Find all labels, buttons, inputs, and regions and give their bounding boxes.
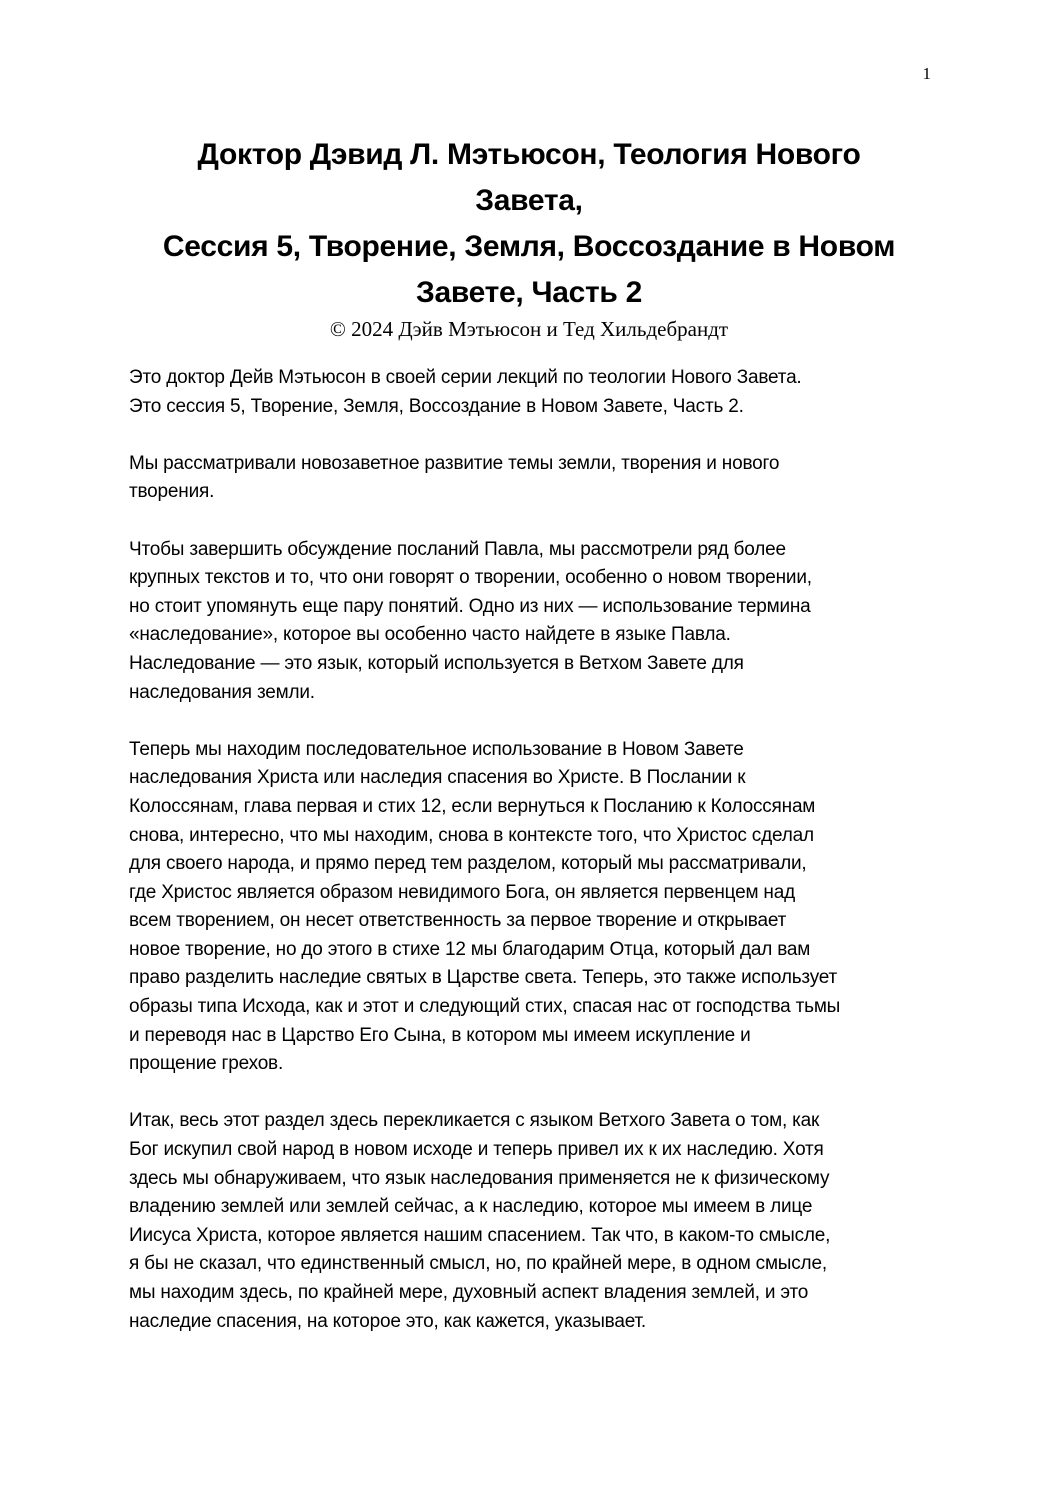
paragraph-line: снова, интересно, что мы находим, снова в контексте того, что Христос сделал [129, 824, 814, 846]
paragraph-line: где Христос является образом невидимого Бога, он является первенцем над [129, 881, 795, 903]
paragraph-line: право разделить наследие святых в Царстве света. Теперь, это также использует [129, 967, 838, 989]
paragraph-4 [129, 736, 939, 1079]
paragraph-line: Итак, весь этот раздел здесь перекликается с языком Ветхого Завета о том, как [129, 1110, 820, 1132]
paragraph-line: Это доктор Дейв Мэтьюсон в своей серии лекций по теологии Нового Завета. [129, 367, 802, 388]
paragraph-line: владению землей или землей сейчас, а к наследию, которое мы имеем в лице [129, 1196, 813, 1218]
title-line-3: Сессия 5, Творение, Земля, Воссоздание в Новом [162, 230, 896, 263]
paragraph-line: творения. [129, 481, 215, 503]
paragraph-2 [129, 450, 939, 507]
paragraph-line: мы находим здесь, по крайней мере, духовный аспект владения землей, и это [129, 1282, 809, 1303]
paragraph-line: Бог искупил свой народ в новом исходе и теперь привел их к их наследию. Хотя [129, 1139, 824, 1161]
paragraph-line: и переводя нас в Царство Его Сына, в котором мы имеем искупление и [129, 1024, 751, 1046]
title-block [110, 132, 948, 342]
paragraph-line: образы типа Исхода, как и этот и следующий стих, спасая нас от господства тьмы [129, 996, 841, 1018]
paragraph-line: наследие спасения, на которое это, как кажется, указывает. [129, 1310, 646, 1332]
paragraph-line: Иисуса Христа, которое является нашим спасением. Так что, в каком-то смысле, [129, 1224, 831, 1246]
paragraph-line: но стоит упомянуть еще пару понятий. Одно из них — использование термина [129, 595, 811, 617]
page-number: 1 [922, 64, 931, 83]
paragraph-line: новое творение, но до этого в стихе 12 мы благодарим Отца, который дал вам [129, 938, 811, 960]
paragraph-line: Это сессия 5, Творение, Земля, Воссоздание в Новом Завете, Часть 2. [129, 395, 744, 417]
paragraph-3 [129, 536, 939, 708]
paragraph-line: я бы не сказал, что единственный смысл, но, по крайней мере, в одном смысле, [129, 1253, 827, 1275]
paragraph-line: здесь мы обнаруживаем, что язык наследования применяется не к физическому [129, 1167, 830, 1189]
copyright-line: © 2024 Дэйв Мэтьюсон и Тед Хильдебрандт [329, 317, 729, 341]
body-text [129, 364, 939, 1365]
title-line-2: Завета, [475, 184, 583, 217]
paragraph-1 [129, 364, 939, 421]
paragraph-line: всем творением, он несет ответственность за первое творение и открывает [129, 910, 787, 932]
paragraph-line: для своего народа, и прямо перед тем разделом, который мы рассматривали, [129, 853, 807, 875]
paragraph-line: наследования Христа или наследия спасения во Христе. В Послании к [129, 767, 746, 789]
paragraph-line: Мы рассматривали новозаветное развитие темы земли, творения и нового [129, 452, 780, 474]
paragraph-5 [129, 1107, 939, 1336]
paragraph-line: Колоссянам, глава первая и стих 12, если вернуться к Посланию к Колоссянам [129, 795, 816, 817]
paragraph-line: «наследование», которое вы особенно часто найдете в языке Павла. [129, 624, 731, 646]
paragraph-line: наследования земли. [129, 681, 315, 703]
title-line-1: Доктор Дэвид Л. Мэтьюсон, Теология Нового [197, 138, 861, 171]
paragraph-line: Чтобы завершить обсуждение посланий Павла, мы рассмотрели ряд более [129, 538, 786, 560]
paragraph-line: крупных текстов и то, что они говорят о творении, особенно о новом творении, [129, 567, 812, 589]
paragraph-line: прощение грехов. [129, 1053, 284, 1075]
paragraph-line: Теперь мы находим последовательное использование в Новом Завете [129, 738, 744, 760]
paragraph-line: Наследование — это язык, который используется в Ветхом Завете для [129, 652, 744, 674]
title-line-4: Завете, Часть 2 [416, 276, 642, 309]
